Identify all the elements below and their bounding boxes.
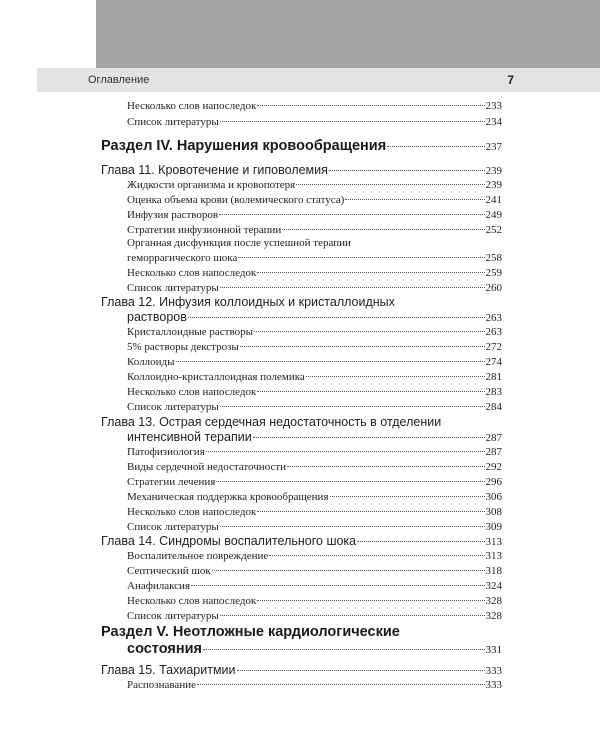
dot-leader xyxy=(254,331,485,332)
toc-entry[interactable] xyxy=(0,282,600,294)
toc-entry-title: Список литературы xyxy=(127,521,219,533)
toc-entry-title: Коллоидно-кристаллоидная полемика xyxy=(127,371,305,383)
toc-entry-title: Кристаллоидные растворы xyxy=(127,326,253,338)
toc-section-title: состояния xyxy=(127,641,202,657)
toc-entry-title: Несколько слов напоследок xyxy=(127,386,257,398)
toc-chapter[interactable] xyxy=(0,663,600,677)
dot-leader xyxy=(387,146,484,147)
dot-leader xyxy=(219,214,484,215)
toc-entry[interactable] xyxy=(0,595,600,607)
dot-leader xyxy=(191,585,485,586)
toc-entry-title: Несколько слов напоследок xyxy=(127,267,257,279)
toc-entry-title: Оценка объема крови (волемического статуса) xyxy=(127,194,345,206)
toc-chapter[interactable] xyxy=(0,430,600,444)
toc-entry-page: 249 xyxy=(485,209,502,221)
toc-entry-page: 258 xyxy=(485,252,502,264)
toc-chapter-title-line1: Глава 12. Инфузия коллоидных и кристаллоидных xyxy=(101,295,395,309)
toc-entry-title: Список литературы xyxy=(127,401,219,413)
toc-entry-page: 313 xyxy=(485,550,502,562)
toc-entry-page: 306 xyxy=(485,491,502,503)
dot-leader xyxy=(306,376,485,377)
toc-entry[interactable] xyxy=(0,267,600,279)
toc-entry[interactable] xyxy=(0,252,600,264)
toc-chapter[interactable] xyxy=(0,310,600,324)
toc-entry-title: Патофизиология xyxy=(127,446,205,458)
toc-entry-title: Механическая поддержка кровообращения xyxy=(127,491,329,503)
toc-entry[interactable] xyxy=(0,356,600,368)
dot-leader xyxy=(287,466,484,467)
toc-entry[interactable] xyxy=(0,401,600,413)
toc-section-page: 237 xyxy=(485,141,502,153)
toc-section[interactable] xyxy=(0,641,600,657)
dot-leader xyxy=(220,121,485,122)
dot-leader xyxy=(257,511,484,512)
toc-entry[interactable] xyxy=(0,550,600,562)
toc-entry[interactable] xyxy=(0,476,600,488)
toc-section-page: 331 xyxy=(485,644,502,656)
toc-entry[interactable] xyxy=(0,506,600,518)
toc-section[interactable] xyxy=(0,138,600,154)
toc-entry[interactable] xyxy=(0,580,600,592)
toc-chapter-title: Глава 15. Тахиаритмии xyxy=(101,663,236,677)
dot-leader xyxy=(282,229,484,230)
toc-entry-page: 239 xyxy=(485,179,502,191)
toc-entry-title: Инфузия растворов xyxy=(127,209,219,221)
toc-entry-page: 281 xyxy=(485,371,502,383)
dot-leader xyxy=(257,272,484,273)
toc-entry-title: Анафилаксия xyxy=(127,580,190,592)
toc-entry-page: 308 xyxy=(485,506,502,518)
toc-entry[interactable] xyxy=(0,179,600,191)
page-number: 7 xyxy=(507,73,514,87)
toc-entry[interactable] xyxy=(0,386,600,398)
toc-chapter-page: 239 xyxy=(485,165,502,177)
toc-entry-title: Список литературы xyxy=(127,116,219,128)
toc-entry-title: Список литературы xyxy=(127,610,219,622)
dot-leader xyxy=(269,555,484,556)
toc-entry-page: 260 xyxy=(485,282,502,294)
toc-entry-page: 292 xyxy=(485,461,502,473)
running-head-title: Оглавление xyxy=(88,74,150,86)
toc-entry[interactable] xyxy=(0,446,600,458)
toc-entry-title: Стратегии инфузионной терапии xyxy=(127,224,282,236)
toc-entry-title: Септический шок xyxy=(127,565,211,577)
dot-leader xyxy=(216,481,484,482)
toc-chapter-page: 333 xyxy=(485,665,502,677)
toc-entry-page: 328 xyxy=(485,610,502,622)
toc-entry-page: 263 xyxy=(485,326,502,338)
dot-leader xyxy=(257,105,484,106)
toc-entry[interactable] xyxy=(0,491,600,503)
toc-chapter[interactable] xyxy=(0,163,600,177)
toc-entry-page: 328 xyxy=(485,595,502,607)
toc-entry-title: Несколько слов напоследок xyxy=(127,595,257,607)
toc-entry-page: 234 xyxy=(485,116,502,128)
dot-leader xyxy=(188,317,485,318)
toc-chapter-page: 287 xyxy=(485,432,502,444)
dot-leader xyxy=(212,570,485,571)
dot-leader xyxy=(237,670,485,671)
toc-entry-title: Виды сердечной недостаточности xyxy=(127,461,287,473)
dot-leader xyxy=(345,199,484,200)
toc-entry[interactable] xyxy=(0,116,600,128)
toc-entry[interactable] xyxy=(0,341,600,353)
toc-entry-title: Распознавание xyxy=(127,679,196,691)
toc-entry-page: 252 xyxy=(485,224,502,236)
dot-leader xyxy=(240,346,485,347)
toc-section-title: Раздел IV. Нарушения кровообращения xyxy=(101,138,387,154)
toc-entry[interactable] xyxy=(0,610,600,622)
dot-leader xyxy=(296,184,484,185)
toc-chapter-title: Глава 14. Синдромы воспалительного шока xyxy=(101,534,357,548)
toc-entry-title-line1: Органная дисфункция после успешной терапии xyxy=(127,237,351,249)
toc-entry[interactable] xyxy=(0,326,600,338)
dot-leader xyxy=(197,684,485,685)
dot-leader xyxy=(330,496,485,497)
dot-leader xyxy=(257,600,484,601)
toc-chapter-page: 313 xyxy=(485,536,502,548)
toc-entry[interactable] xyxy=(0,565,600,577)
dot-leader xyxy=(176,361,485,362)
toc-entry[interactable] xyxy=(0,100,600,112)
toc-entry-page: 259 xyxy=(485,267,502,279)
toc-entry[interactable] xyxy=(0,521,600,533)
toc-section-title-line1: Раздел V. Неотложные кардиологические xyxy=(101,624,400,640)
toc-chapter-page: 263 xyxy=(485,312,502,324)
toc-chapter-title: Глава 11. Кровотечение и гиповолемия xyxy=(101,163,328,177)
dot-leader xyxy=(203,649,485,650)
toc-entry-page: 333 xyxy=(485,679,502,691)
toc-entry-title: Стратегии лечения xyxy=(127,476,216,488)
toc-entry-title: 5% растворы декстрозы xyxy=(127,341,239,353)
toc-entry[interactable] xyxy=(0,194,600,206)
toc-entry[interactable] xyxy=(0,679,600,691)
dot-leader xyxy=(206,451,485,452)
toc-entry-page: 318 xyxy=(485,565,502,577)
dot-leader xyxy=(220,287,485,288)
toc-entry[interactable] xyxy=(0,209,600,221)
toc-entry-title: геморрагического шока xyxy=(127,252,238,264)
dot-leader xyxy=(238,257,484,258)
toc-chapter-title-line1: Глава 13. Острая сердечная недостаточность в отделении xyxy=(101,415,442,429)
toc-chapter-title: интенсивной терапии xyxy=(127,430,252,444)
toc-entry-page: 309 xyxy=(485,521,502,533)
dot-leader xyxy=(220,526,485,527)
toc-entry-page: 272 xyxy=(485,341,502,353)
toc-entry-title: Несколько слов напоследок xyxy=(127,100,257,112)
dot-leader xyxy=(220,615,485,616)
toc-entry-title: Коллоиды xyxy=(127,356,175,368)
dot-leader xyxy=(357,541,484,542)
dot-leader xyxy=(329,170,485,171)
toc-entry-title: Список литературы xyxy=(127,282,219,294)
toc-entry-page: 283 xyxy=(485,386,502,398)
dot-leader xyxy=(257,391,484,392)
dot-leader xyxy=(220,406,485,407)
toc-entry-title: Жидкости организма и кровопотеря xyxy=(127,179,296,191)
toc-entry-page: 274 xyxy=(485,356,502,368)
toc-entry-page: 241 xyxy=(485,194,502,206)
toc-chapter[interactable] xyxy=(0,534,600,548)
toc-entry-page: 296 xyxy=(485,476,502,488)
toc-entry-title: Несколько слов напоследок xyxy=(127,506,257,518)
toc-entry-page: 324 xyxy=(485,580,502,592)
toc-entry-page: 287 xyxy=(485,446,502,458)
toc-entry[interactable] xyxy=(0,224,600,236)
toc-entry-page: 284 xyxy=(485,401,502,413)
toc-entry[interactable] xyxy=(0,371,600,383)
toc-entry-page: 233 xyxy=(485,100,502,112)
toc-chapter-title: растворов xyxy=(127,310,187,324)
dot-leader xyxy=(253,437,485,438)
toc-entry[interactable] xyxy=(0,461,600,473)
toc-entry-title: Воспалительное повреждение xyxy=(127,550,269,562)
